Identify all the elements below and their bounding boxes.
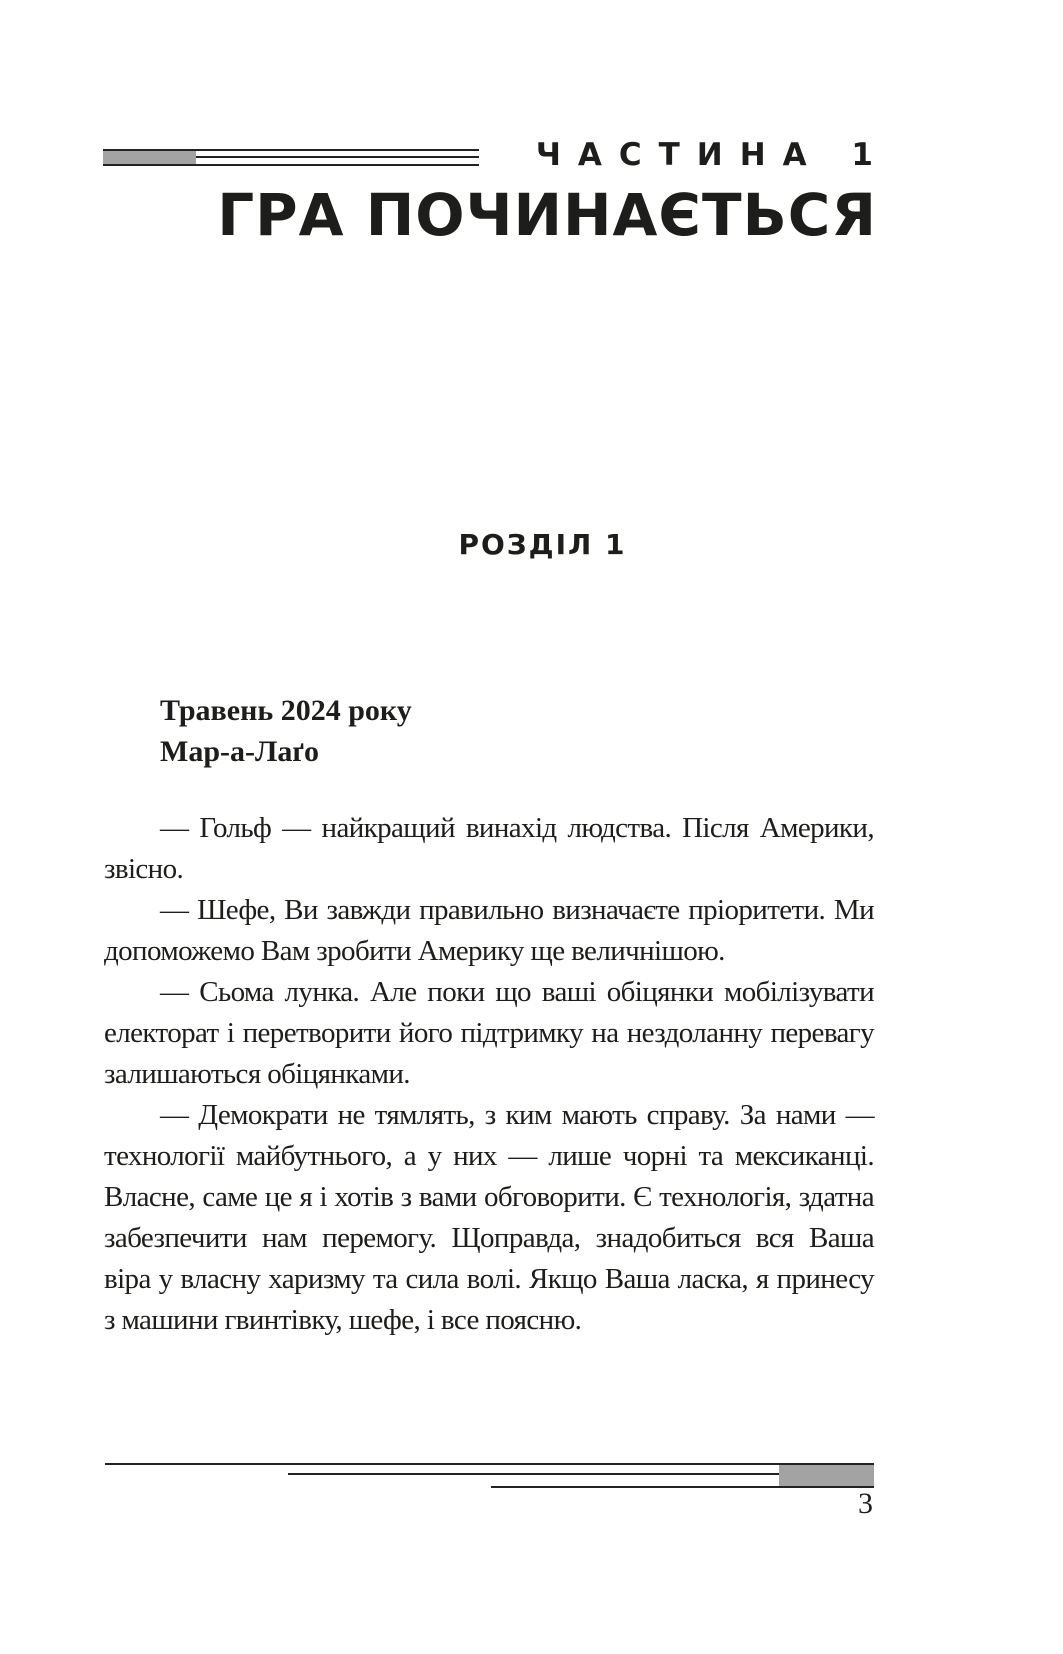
footer-rule-line-1 bbox=[105, 1463, 874, 1465]
footer-rule-line-2 bbox=[288, 1473, 779, 1475]
page-number: 3 bbox=[858, 1487, 873, 1520]
header-rule-line-2 bbox=[196, 156, 479, 158]
dateline-place: Мар-а-Лаґо bbox=[160, 735, 320, 768]
footer-rule-gray-block bbox=[779, 1465, 874, 1486]
paragraph: — Шефе, Ви завжди правильно визначаєте пріоритети. Ми допоможемо Вам зробити Америку ще величнішою. bbox=[104, 894, 874, 967]
chapter-title: РОЗДІЛ 1 bbox=[458, 528, 627, 561]
header-rule-line-3 bbox=[103, 164, 479, 166]
dateline-date: Травень 2024 року bbox=[160, 694, 412, 727]
paragraph: — Демократи не тямлять, з ким мають справу. За нами — технології майбутнього, а у них — лише чорні та мексиканці. Власне, саме це я і хотів з вами обговорити. Є технологія, здатна забезпечити нам перемогу. Щоправда, знадобиться вся Ваша віра у власну харизму та сила волі. Якщо Ваша ласка, я принесу з машини гвинтівку, шефе, і все поясню. bbox=[104, 1099, 874, 1336]
part-title: ГРА ПОЧИНАЄТЬСЯ bbox=[217, 181, 877, 249]
body-text bbox=[104, 808, 874, 1341]
part-label: ЧАСТИНА 1 bbox=[535, 137, 890, 173]
dateline bbox=[160, 690, 412, 772]
paragraph: — Гольф — найкращий винахід людства. Після Америки, звісно. bbox=[104, 812, 874, 885]
footer-rule-line-3 bbox=[491, 1486, 874, 1488]
paragraph: — Сьома лунка. Але поки що ваші обіцянки мобілізувати електорат і перетворити його підтримку на нездоланну перевагу залишаються обіцянками. bbox=[104, 976, 874, 1090]
header-rule-line-1 bbox=[103, 149, 479, 151]
